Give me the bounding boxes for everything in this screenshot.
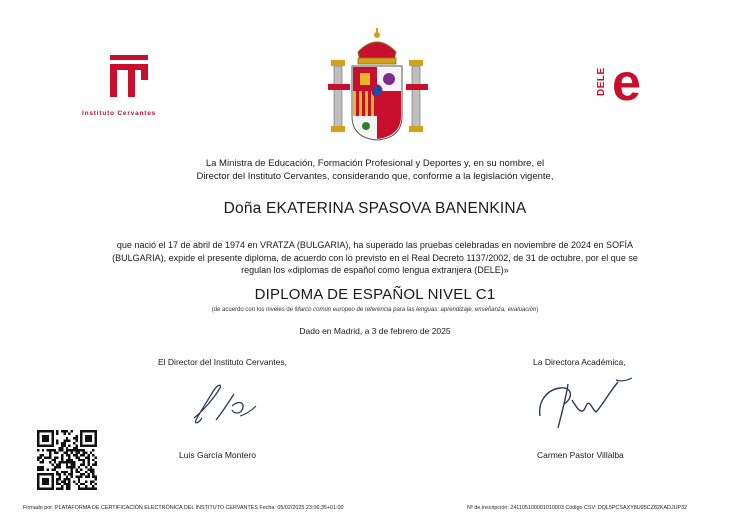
dele-vertical-text: DELE: [596, 67, 607, 97]
footer-registration-info: Nº de inscripción: 241105100001010003 Código CSV: DQL5PCSAXY8U95CZ82KADJUP32: [467, 505, 688, 511]
intro-line-2: Director del Instituto Cervantes, considerando que, conforme a la legislación vigente,: [196, 171, 554, 182]
diploma-subtitle: [0, 307, 750, 313]
left-signatory-title: El Director del Instituto Cervantes,: [158, 357, 287, 367]
qr-code-icon[interactable]: [37, 430, 97, 490]
recipient-name: Doña EKATERINA SPASOVA BANENKINA: [223, 200, 527, 217]
subtitle-suffix: ): [536, 307, 539, 313]
body-line-2: (BULGARIA), expide el presente diploma, de acuerdo con lo previsto en el Real Decreto 1137/2002, de 31 de octubre, por el que se: [112, 252, 638, 263]
place-and-date: Dado en Madrid, a 3 de febrero de 2025: [299, 326, 451, 336]
diploma-body-text: [78, 239, 672, 277]
dele-e-icon: [610, 58, 660, 111]
diploma-title: DIPLOMA DE ESPAÑOL NIVEL C1: [254, 286, 496, 303]
footer-signature-info: Firmado por: PLATAFORMA DE CERTIFICACIÓN ELECTRÓNICA DEL INSTITUTO CERVANTES Fecha: 05/02/2025 23:06:35+01:00: [23, 505, 344, 511]
instituto-cervantes-logo: [82, 55, 174, 125]
right-signatory-title: La Directora Académica,: [533, 357, 626, 367]
body-line-1: que nació el 17 de abril de 1974 en VRATZA (BULGARIA), ha superado las pruebas celebradas en noviembre de 2024 en SOFÍA: [116, 240, 634, 250]
right-signature-icon: [532, 376, 636, 432]
left-signatory-name: Luis García Montero: [179, 450, 257, 460]
spanish-coat-of-arms-icon: [322, 26, 432, 144]
intro-line-1: La Ministra de Educación, Formación Profesional y Deportes y, en su nombre, el: [205, 158, 545, 169]
intro-text: [0, 157, 750, 183]
instituto-cervantes-brand-text: Instituto Cervantes: [82, 110, 157, 117]
dele-logo: [596, 58, 662, 106]
subtitle-prefix: (de acuerdo con los niveles de: [211, 307, 295, 313]
subtitle-framework-name: Marco común europeo de referencia para las lenguas: aprendizaje, enseñanza, evaluación: [294, 307, 537, 313]
body-line-3: regulan los «diplomas de español como lengua extranjera (DELE)»: [241, 265, 509, 275]
instituto-cervantes-mark-icon: [108, 55, 150, 99]
svg-text:e: e: [612, 58, 641, 106]
right-signatory-name: Carmen Pastor Villalba: [537, 450, 624, 460]
left-signature-icon: [186, 380, 266, 426]
